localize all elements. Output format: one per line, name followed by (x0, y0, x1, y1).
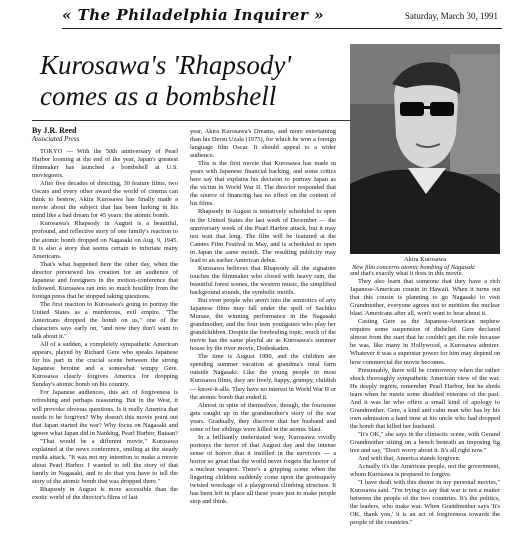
issue-date: Saturday, March 30, 1991 (404, 11, 498, 21)
paragraph: They also learn that someone that they have a rich Japanese-American cousin in Hawaii. When it turns out that this cousin is planning to go Nagasaki to visit Grandmother, everyone agrees not to mention the nuclear blast. Americans after all, won't want to hear about it. (350, 278, 500, 318)
paragraph: The time is August 1990, and the children are spending summer vacation at grandma's rural farm outside Nagasaki. Like the young people in most Kurosawa films, they are lively, happy, grumpy, childish — know-it-alls. They have no interest in World War II or the atomic bomb that ended it. (190, 353, 336, 401)
paragraph: The first reaction to Kurosawa's going to portray the United States as a murderous, evil empire. "The Americans dropped the bomb on us," one of the characters says early on, "and now they don't want to talk about it." (32, 300, 178, 341)
byline-agency: Associated Press (32, 135, 80, 143)
paragraph: Actually it's the American people, not the government, whom Kurosawa is prepared to forgive. (350, 463, 500, 479)
paragraph: Rhapsody in August is more accessible than the exotic world of the director's films of last (32, 485, 178, 502)
paragraph: That's what happened here the other day, when the director previewed his creation for an audience of Japanese and foreigners in the motion-conference that followed. Kurosawa ran into so much hostility from the foreign press that he stopped taking questions. (32, 260, 178, 300)
paragraph: TOKYO — With the 50th anniversary of Pearl Harbor looming at the end of the year, Japan's greatest filmmaker has launched a bombshell at U.S. moviegoers. (32, 148, 178, 180)
paragraph: Kurosawa's Rhapsody in August is a beautiful, profound, and reflective story of one family's reaction to the atomic bomb dropped on Nagasaki on Aug. 9, 1945. It is also a story that seems certain to infuriate many Americans. (32, 220, 178, 260)
paragraph: Kurosawa believes that Rhapsody all the signature touches the filmmaker who closed with heavy rain, the beautiful forest scenes, the western music, the simplified background sounds, the symbolic motifs. (190, 264, 336, 296)
paragraph: "That would be a different movie," Kurosawa explained at the news conference, smiling at the steady media attack. "It was not my intention to make a movie about Pearl Harbor. I wanted to tell the story of that family in Nagasaki, and to do that you have to tell the story of the atomic bomb that was dropped there." (32, 437, 178, 485)
paragraph: For Japanese audiences, this act of forgiveness is refreshing and perhaps reassuring. But in the West, it will provoke obvious questions. Is it really America that needs to be forgiven? Why doesn't this movie point out that Japan started the war? Why focus on Nagasaki and ignore what Japan did in Nanking, Pearl Harbor, Bataan? (32, 389, 178, 437)
director-photo (350, 44, 500, 254)
paragraph: And with that, America stands forgiven. (358, 455, 461, 463)
paragraph: "It's OK," she says in the climactic scene, with Gerand Grandmother sitting on a bench beneath an imposing fig tree and say, "Don't worry about it. It's all right now." (350, 430, 500, 455)
paragraph: All of a sudden, a completely sympathetic American appears, played by Richard Gere who speaks Japanese for his part in the crucial scene between the strong Japanese heroine and a somewhat wimpy Gere. Kurosawa clearly forgives America for dropping Sunday's atomic bomb on his country. (32, 341, 178, 389)
paragraph: This is the first movie that Kurosawa has made in years with Japanese financial backing, and some critics here say that explains his decision to portray Japan as the victim in World War II. The director responded that the source of financing has no effect on the content of his films. (190, 160, 336, 208)
article-column-1 (32, 148, 178, 540)
headline-line-1: Kurosawa's 'Rhapsody' (40, 50, 292, 80)
paragraph: But even people who aren't into the semiotics of arty Japanese films may fall under the spell of Sachiko Murase, the winning performance in the Nagasaki grandmother, and the four teen youngsters who play her grandchildren. Despite the foreboding topic, much of the movie has the same playful air as Kurosawa's summer house by the river movie, Dodeskaden. (190, 296, 336, 353)
headline-divider (32, 120, 352, 121)
paragraph: and that's exactly what it does in this movie. (350, 270, 464, 277)
paragraph: Almost in spite of themselves, though, the foursome gets caught up in the grandmother's story of the war years. Gradually, they discover that her husband and some of her siblings were killed in the atomic blast. (190, 401, 336, 433)
byline (32, 126, 178, 144)
paragraph: After five decades of directing, 30 feature films, two Oscars and every other award the world of cinema can think to bestow, Akira Kurosawa has finally made a movie about the subject that has been lurking in his mind like a bad dream for 45 years: the atomic bomb. (32, 180, 178, 220)
paragraph: In a brilliantly understated way, Kurosawa vividly portrays the terror of that August day and the intense sense of horror that it instilled in the survivors — a horror so great that the world never forgets the horror of a nuclear weapon. There's a gripping scene when the lingering children suddenly come upon the grotesquely twisted wreckage of a playground climbing structure. It has been left in place all these years just to make people stop and think. (190, 433, 336, 506)
article-column-3 (350, 270, 500, 540)
publication-name: « The Philadelphia Inquirer » (62, 6, 324, 24)
paragraph: Rhapsody in August is tentatively scheduled to open in the United States the last week of December — the anniversary week of the Pearl Harbor attack, but it may not wait that long. The film will be featured at the Cannes Film Festival in May, and is scheduled to open in Japan the same month. The resulting publicity may lead to an earlier American debut. (190, 208, 336, 264)
headline-line-2: comes as a bombshell (40, 81, 277, 111)
caption-description: New film concerns atomic bombing of Nagasaki (352, 264, 475, 271)
paragraph: Casting Gere as the Japanese-American nephew requires some suspension of disbelief. Gere declared almost from the start that he couldn't get the role because he was, like many in Hollywood, a Kurosawa admirer. Whatever it was a superstar power for him may depend on how commercial the movie becomes. (350, 318, 500, 366)
byline-author: By J.R. Reed (32, 126, 77, 135)
paragraph: year, Akira Kurosawa's Dreams, and more entertaining than his Dersu Uzala (1975), for which he won a foreign language film Oscar. It should appeal to a wider audience. (190, 128, 336, 160)
headline (40, 50, 340, 112)
masthead (62, 6, 502, 29)
director-portrait-illustration (350, 44, 500, 254)
article-column-2 (190, 128, 336, 540)
paragraph: Presumably, there will be controversy when the rather shock thoroughly sympathetic American view of the war. He deeply regrets, remember Pearl Harbor, but he sheds tears when he meets some disabled veterans of the past. And it was he who offers a small kind of apology to Grandmother. Gere, a kind and calm man who has by his own admission a hard time at his uncle who had dropped the bomb that killed her husband. (350, 366, 500, 430)
caption-subject: Akira Kurosawa (403, 256, 447, 263)
paragraph: "I have dealt with this theme in my personal movies," Kurosawa said. "I'm trying to say that war is not a matter between the people of the two countries. It's the politics, the leaders, who make war. When Grandmother says 'It's OK, thank you,' it is an act of forgiveness towards the people of the countries." (350, 479, 500, 527)
